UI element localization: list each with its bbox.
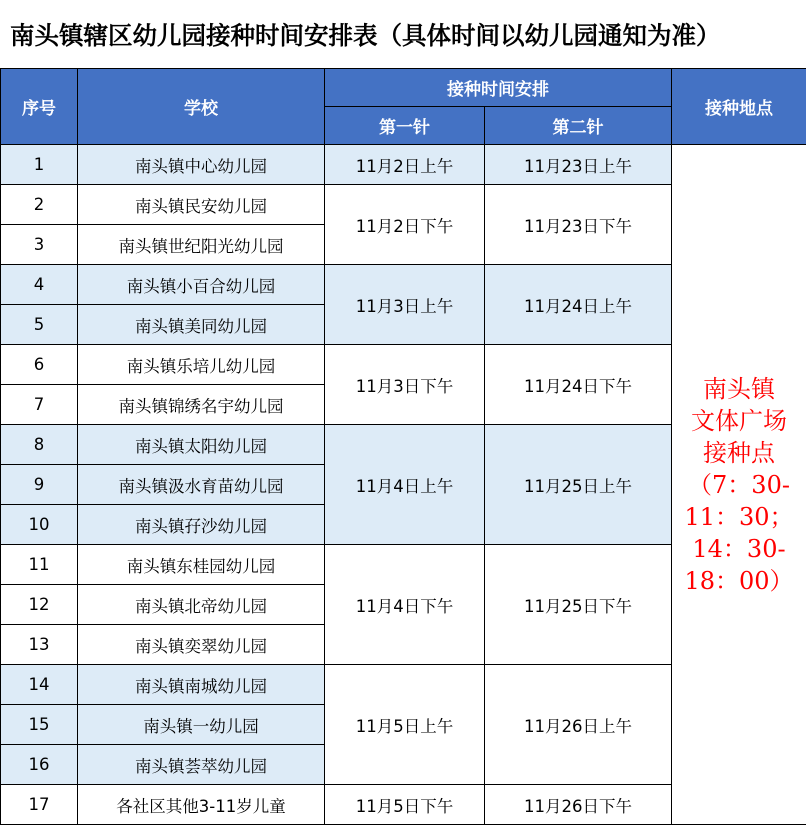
venue-line: 14：30- bbox=[692, 534, 786, 563]
row-school: 南头镇美同幼儿园 bbox=[78, 305, 325, 345]
vaccination-schedule-table bbox=[0, 68, 806, 825]
row-index: 2 bbox=[1, 185, 78, 225]
dose2-time: 11月23日下午 bbox=[485, 185, 672, 265]
row-school: 南头镇世纪阳光幼儿园 bbox=[78, 225, 325, 265]
dose2-time: 11月26日上午 bbox=[485, 665, 672, 785]
row-school: 南头镇太阳幼儿园 bbox=[78, 425, 325, 465]
venue-cell bbox=[672, 145, 806, 825]
row-school: 各社区其他3-11岁儿童 bbox=[78, 785, 325, 825]
dose2-time: 11月25日上午 bbox=[485, 425, 672, 545]
dose2-time: 11月24日下午 bbox=[485, 345, 672, 425]
dose2-time: 11月24日上午 bbox=[485, 265, 672, 345]
dose1-time: 11月5日上午 bbox=[325, 665, 485, 785]
row-school: 南头镇汲水育苗幼儿园 bbox=[78, 465, 325, 505]
dose2-time: 11月25日下午 bbox=[485, 545, 672, 665]
row-index: 14 bbox=[1, 665, 78, 705]
header-venue: 接种地点 bbox=[672, 69, 806, 145]
row-school: 南头镇乐培儿幼儿园 bbox=[78, 345, 325, 385]
row-index: 16 bbox=[1, 745, 78, 785]
row-school: 南头镇小百合幼儿园 bbox=[78, 265, 325, 305]
row-school: 南头镇奕翠幼儿园 bbox=[78, 625, 325, 665]
row-school: 南头镇荟萃幼儿园 bbox=[78, 745, 325, 785]
header-dose2: 第二针 bbox=[485, 107, 672, 145]
row-school: 南头镇北帝幼儿园 bbox=[78, 585, 325, 625]
row-school: 南头镇中心幼儿园 bbox=[78, 145, 325, 185]
row-school: 南头镇锦绣名宇幼儿园 bbox=[78, 385, 325, 425]
row-index: 9 bbox=[1, 465, 78, 505]
header-row-1 bbox=[1, 69, 806, 107]
venue-line: 11：30； bbox=[684, 502, 794, 531]
dose1-time: 11月2日下午 bbox=[325, 185, 485, 265]
header-school: 学校 bbox=[78, 69, 325, 145]
venue-line: 18：00） bbox=[684, 566, 794, 595]
venue-line: 接种点 bbox=[702, 438, 775, 467]
header-schedule: 接种时间安排 bbox=[325, 69, 672, 107]
venue-line: 文体广场 bbox=[690, 406, 787, 435]
row-index: 13 bbox=[1, 625, 78, 665]
dose1-time: 11月3日上午 bbox=[325, 265, 485, 345]
page-title: 南头镇辖区幼儿园接种时间安排表（具体时间以幼儿园通知为准） bbox=[10, 20, 721, 50]
row-index: 17 bbox=[1, 785, 78, 825]
row-school: 南头镇南城幼儿园 bbox=[78, 665, 325, 705]
row-school: 南头镇民安幼儿园 bbox=[78, 185, 325, 225]
row-school: 南头镇东桂园幼儿园 bbox=[78, 545, 325, 585]
row-index: 1 bbox=[1, 145, 78, 185]
row-index: 8 bbox=[1, 425, 78, 465]
row-index: 5 bbox=[1, 305, 78, 345]
row-school: 南头镇孖沙幼儿园 bbox=[78, 505, 325, 545]
row-index: 11 bbox=[1, 545, 78, 585]
header-dose1: 第一针 bbox=[325, 107, 485, 145]
venue-line: （7：30- bbox=[688, 470, 790, 499]
dose2-time: 11月26日下午 bbox=[485, 785, 672, 825]
row-index: 6 bbox=[1, 345, 78, 385]
venue-line: 南头镇 bbox=[702, 374, 775, 403]
table-row bbox=[1, 145, 806, 185]
row-index: 3 bbox=[1, 225, 78, 265]
row-index: 10 bbox=[1, 505, 78, 545]
dose1-time: 11月4日下午 bbox=[325, 545, 485, 665]
row-index: 4 bbox=[1, 265, 78, 305]
dose1-time: 11月4日上午 bbox=[325, 425, 485, 545]
row-index: 12 bbox=[1, 585, 78, 625]
row-index: 7 bbox=[1, 385, 78, 425]
header-index: 序号 bbox=[1, 69, 78, 145]
row-index: 15 bbox=[1, 705, 78, 745]
dose1-time: 11月3日下午 bbox=[325, 345, 485, 425]
row-school: 南头镇一幼儿园 bbox=[78, 705, 325, 745]
dose2-time: 11月23日上午 bbox=[485, 145, 672, 185]
dose1-time: 11月2日上午 bbox=[325, 145, 485, 185]
dose1-time: 11月5日下午 bbox=[325, 785, 485, 825]
